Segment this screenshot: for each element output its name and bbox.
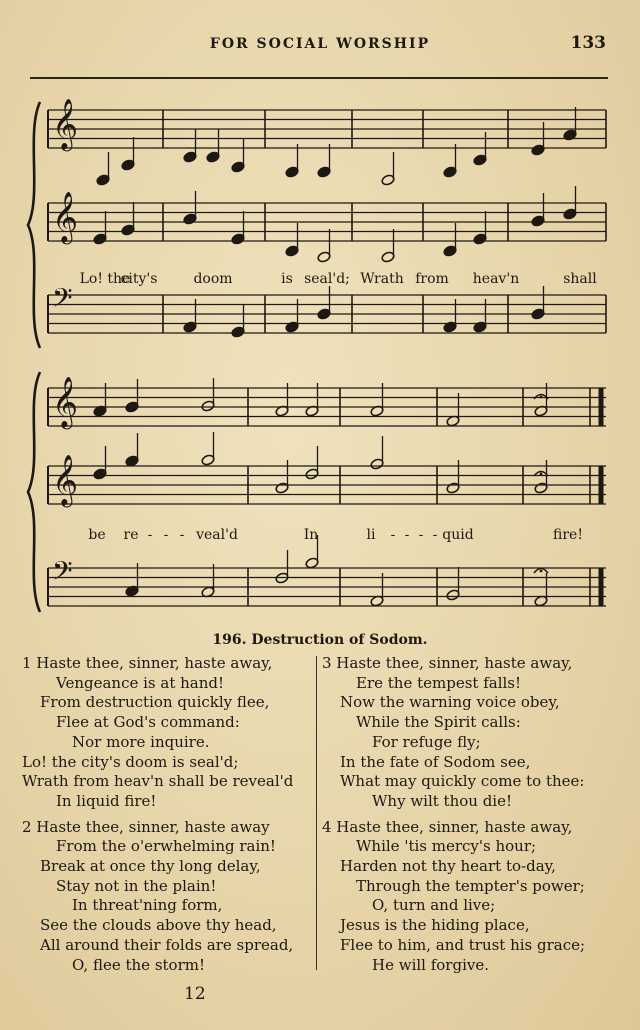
verse-line: While 'tis mercy's hour; — [356, 837, 537, 856]
fermata-dot — [540, 473, 543, 476]
treble-clef-icon: 𝄞 — [52, 454, 79, 506]
hymn-title: 196. Destruction of Sodom. — [212, 632, 428, 648]
stanza-2 — [22, 818, 322, 976]
verse-line: In the fate of Sodom see, — [340, 752, 531, 771]
lyric-syllable: In — [303, 527, 319, 543]
lyric-syllable: city's — [120, 271, 158, 287]
lyric-syllable: be — [88, 527, 106, 543]
lyric-syllable: li — [366, 527, 376, 543]
lyric-syllable: - — [163, 527, 169, 543]
verse-line: All around their folds are spread, — [40, 935, 294, 954]
page-number: 133 — [570, 33, 606, 53]
verse-line: While the Spirit calls: — [356, 713, 521, 732]
stanzas-left-column — [22, 654, 322, 975]
verse-line: 1 Haste thee, sinner, haste away, — [22, 654, 273, 672]
verse-line: Wrath from heav'n shall be reveal'd — [22, 772, 294, 791]
lyric-syllable: - — [404, 527, 410, 543]
verse-line: O, turn and live; — [372, 896, 496, 915]
verse-line: Flee to him, and trust his grace; — [340, 935, 586, 954]
verse-line: 2 Haste thee, sinner, haste away — [22, 817, 270, 836]
verse-line: O, flee the storm! — [72, 955, 205, 974]
verse-line: Lo! the city's doom is seal'd; — [22, 752, 239, 771]
bass-clef-icon: 𝄢 — [52, 282, 73, 321]
verse-line: Vengeance is at hand! — [56, 673, 225, 692]
lyric-syllable: shall — [563, 271, 597, 287]
lyric-syllable: - — [147, 527, 153, 543]
lyric-syllable: from — [415, 271, 449, 287]
treble-clef-icon: 𝄞 — [52, 191, 79, 243]
verse-line: Through the tempter's power; — [356, 876, 585, 895]
music-system-1 — [28, 99, 606, 349]
stanza-3 — [322, 654, 622, 812]
verse-line: Break at once thy long delay, — [40, 857, 261, 876]
fermata-dot — [540, 570, 543, 573]
verse-line: Harden not thy heart to-day, — [340, 857, 556, 876]
verse-line: Why wilt thou die! — [372, 791, 513, 810]
system-brace — [28, 372, 40, 612]
verse-line: Ere the tempest falls! — [356, 673, 522, 692]
column-divider — [316, 656, 317, 970]
lyric-syllable: doom — [193, 271, 233, 287]
verse-line: Flee at God's command: — [56, 713, 240, 732]
verse-line: He will forgive. — [372, 955, 489, 974]
running-header: FOR SOCIAL WORSHIP — [209, 36, 431, 52]
lyric-syllable: - — [418, 527, 424, 543]
stanzas-right-column — [322, 654, 622, 975]
lyric-syllable: is — [281, 271, 293, 287]
verse-line: What may quickly come to thee: — [340, 772, 585, 791]
verse-line: From the o'erwhelming rain! — [56, 837, 276, 856]
lyric-syllable: quid — [442, 527, 474, 543]
verse-line: 4 Haste thee, sinner, haste away, — [322, 817, 573, 836]
verse-line: See the clouds above thy head, — [40, 916, 277, 935]
verse-line: Now the warning voice obey, — [340, 693, 560, 712]
lyric-syllable: - — [179, 527, 185, 543]
verse-line: Jesus is the hiding place, — [340, 916, 530, 935]
verse-line: In threat'ning form, — [72, 896, 223, 915]
music-system-2 — [28, 372, 606, 612]
system-brace — [28, 102, 40, 348]
fermata-dot — [540, 396, 543, 399]
lyric-syllable: seal'd; — [304, 271, 350, 287]
verse-line: For refuge fly; — [372, 732, 481, 751]
lyric-syllable: re — [123, 527, 139, 543]
verse-line: From destruction quickly flee, — [40, 693, 270, 712]
verse-line: Nor more inquire. — [72, 732, 210, 751]
lyric-syllable: veal'd — [196, 527, 238, 543]
lyric-syllable: Wrath — [360, 271, 404, 287]
lyric-syllable: heav'n — [472, 271, 520, 287]
signature-mark: 12 — [184, 984, 206, 1004]
lyric-syllable: - — [432, 527, 438, 543]
verse-line: Stay not in the plain! — [56, 876, 217, 895]
stanza-1 — [22, 654, 322, 812]
verse-line: 3 Haste thee, sinner, haste away, — [322, 654, 573, 672]
lyric-syllable: - — [390, 527, 396, 543]
verse-line: In liquid fire! — [56, 791, 157, 810]
lyric-syllable: fire! — [553, 527, 583, 543]
treble-clef-icon: 𝄞 — [52, 98, 79, 150]
bass-clef-icon: 𝄢 — [52, 555, 73, 594]
stanza-4 — [322, 818, 622, 976]
lyric-syllable: Lo! the — [79, 271, 131, 287]
treble-clef-icon: 𝄞 — [52, 376, 79, 428]
